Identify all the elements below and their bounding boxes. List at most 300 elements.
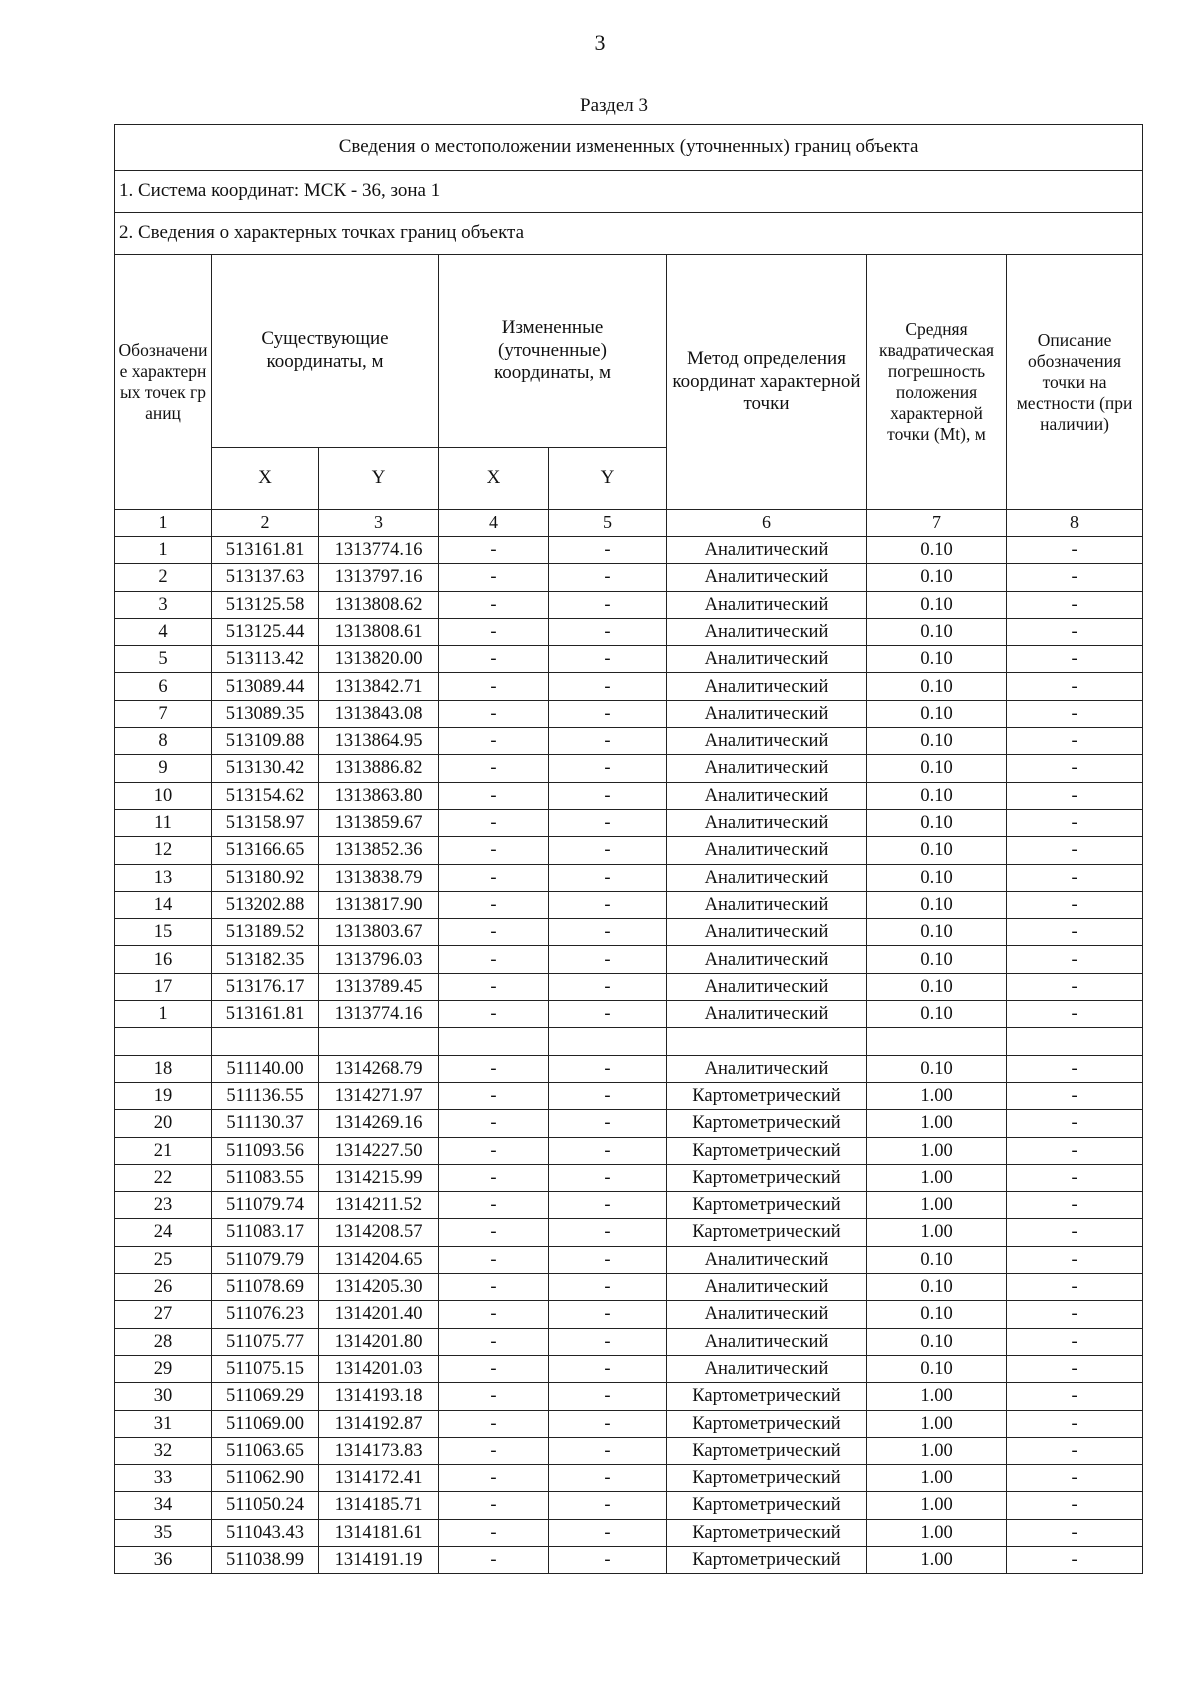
table-row: [115, 646, 1143, 673]
mean-error-cell: 0.10: [867, 646, 1007, 673]
header-mean-error: Средняя квадратическая погрешность положения характерной точки (Mt), м: [867, 255, 1007, 510]
column-number: 7: [867, 510, 1007, 537]
changed-y-cell: -: [549, 1465, 667, 1492]
method-cell: Картометрический: [667, 1082, 867, 1109]
changed-x-cell: -: [439, 673, 549, 700]
table-row: [115, 591, 1143, 618]
table-row: [115, 728, 1143, 755]
mean-error-cell: 0.10: [867, 1355, 1007, 1382]
mean-error-cell: 0.10: [867, 782, 1007, 809]
changed-y-cell: -: [549, 864, 667, 891]
table-body: [115, 537, 1143, 1574]
mean-error-cell: 1.00: [867, 1437, 1007, 1464]
existing-y-cell: 1314185.71: [319, 1492, 439, 1519]
method-cell: Картометрический: [667, 1437, 867, 1464]
existing-x-cell: 513189.52: [212, 919, 319, 946]
existing-x-cell: 513130.42: [212, 755, 319, 782]
existing-y-cell: 1314271.97: [319, 1082, 439, 1109]
changed-x-cell: -: [439, 1055, 549, 1082]
changed-y-cell: [549, 1028, 667, 1055]
mean-error-cell: [867, 1028, 1007, 1055]
method-cell: Аналитический: [667, 1328, 867, 1355]
changed-x-cell: -: [439, 1246, 549, 1273]
changed-y-cell: -: [549, 1328, 667, 1355]
existing-x-cell: 513182.35: [212, 946, 319, 973]
point-id-cell: 31: [115, 1410, 212, 1437]
point-id-cell: 13: [115, 864, 212, 891]
table-row: [115, 1410, 1143, 1437]
mean-error-cell: 0.10: [867, 1055, 1007, 1082]
point-id-cell: 22: [115, 1164, 212, 1191]
description-cell: -: [1007, 1274, 1143, 1301]
existing-y-cell: 1313864.95: [319, 728, 439, 755]
changed-y-cell: -: [549, 809, 667, 836]
description-cell: -: [1007, 1055, 1143, 1082]
mean-error-cell: 0.10: [867, 1328, 1007, 1355]
description-cell: -: [1007, 1383, 1143, 1410]
table-row: [115, 919, 1143, 946]
section-title: Раздел 3: [580, 95, 648, 116]
description-cell: -: [1007, 1082, 1143, 1109]
changed-x-cell: -: [439, 755, 549, 782]
point-id-cell: 12: [115, 837, 212, 864]
mean-error-cell: 0.10: [867, 837, 1007, 864]
changed-x-cell: -: [439, 1328, 549, 1355]
points-title: 2. Сведения о характерных точках границ объекта: [115, 213, 1143, 255]
point-id-cell: 19: [115, 1082, 212, 1109]
existing-y-cell: 1314205.30: [319, 1274, 439, 1301]
table-row: [115, 1519, 1143, 1546]
changed-y-cell: -: [549, 1246, 667, 1273]
existing-x-cell: 511083.55: [212, 1164, 319, 1191]
changed-x-cell: -: [439, 837, 549, 864]
method-cell: Аналитический: [667, 837, 867, 864]
method-cell: Аналитический: [667, 673, 867, 700]
point-id-cell: 21: [115, 1137, 212, 1164]
existing-x-cell: 513176.17: [212, 973, 319, 1000]
changed-x-cell: -: [439, 1082, 549, 1109]
point-id-cell: 24: [115, 1219, 212, 1246]
point-id-cell: 29: [115, 1355, 212, 1382]
point-id-cell: 4: [115, 618, 212, 645]
changed-x-cell: -: [439, 1546, 549, 1573]
table-row: [115, 1328, 1143, 1355]
header-method: Метод определения координат характерной точки: [667, 255, 867, 510]
description-cell: -: [1007, 1192, 1143, 1219]
description-cell: -: [1007, 1519, 1143, 1546]
description-cell: -: [1007, 1246, 1143, 1273]
changed-x-cell: -: [439, 1274, 549, 1301]
description-cell: -: [1007, 782, 1143, 809]
existing-y-cell: 1313808.62: [319, 591, 439, 618]
description-cell: -: [1007, 591, 1143, 618]
description-cell: -: [1007, 1355, 1143, 1382]
changed-x-cell: -: [439, 1192, 549, 1219]
method-cell: Аналитический: [667, 564, 867, 591]
method-cell: Аналитический: [667, 591, 867, 618]
changed-x-cell: -: [439, 1164, 549, 1191]
point-id-cell: 5: [115, 646, 212, 673]
existing-x-cell: [212, 1028, 319, 1055]
changed-y-cell: -: [549, 1001, 667, 1028]
changed-x-cell: -: [439, 537, 549, 564]
description-cell: -: [1007, 946, 1143, 973]
changed-x-cell: -: [439, 1355, 549, 1382]
changed-y-cell: -: [549, 537, 667, 564]
existing-y-cell: 1313797.16: [319, 564, 439, 591]
mean-error-cell: 1.00: [867, 1492, 1007, 1519]
existing-x-cell: 511076.23: [212, 1301, 319, 1328]
changed-y-cell: -: [549, 1055, 667, 1082]
changed-y-cell: -: [549, 946, 667, 973]
point-id-cell: 11: [115, 809, 212, 836]
existing-y-cell: 1314215.99: [319, 1164, 439, 1191]
point-id-cell: 20: [115, 1110, 212, 1137]
existing-x-cell: 511093.56: [212, 1137, 319, 1164]
table-row: [115, 864, 1143, 891]
header-changed-x: X: [439, 448, 549, 510]
existing-y-cell: 1314268.79: [319, 1055, 439, 1082]
existing-x-cell: 511078.69: [212, 1274, 319, 1301]
table-row: [115, 1546, 1143, 1573]
table-row: [115, 891, 1143, 918]
existing-y-cell: 1313843.08: [319, 700, 439, 727]
method-cell: Аналитический: [667, 755, 867, 782]
table-row: [115, 1192, 1143, 1219]
header-changed-y: Y: [549, 448, 667, 510]
changed-y-cell: -: [549, 1492, 667, 1519]
description-cell: [1007, 1028, 1143, 1055]
description-cell: -: [1007, 1465, 1143, 1492]
changed-y-cell: -: [549, 564, 667, 591]
column-number: 3: [319, 510, 439, 537]
point-id-cell: 6: [115, 673, 212, 700]
description-cell: -: [1007, 537, 1143, 564]
description-cell: -: [1007, 1001, 1143, 1028]
changed-x-cell: [439, 1028, 549, 1055]
existing-y-cell: [319, 1028, 439, 1055]
method-cell: Аналитический: [667, 1246, 867, 1273]
table-row: [115, 973, 1143, 1000]
existing-x-cell: 513109.88: [212, 728, 319, 755]
changed-y-cell: -: [549, 1437, 667, 1464]
method-cell: Аналитический: [667, 537, 867, 564]
method-cell: Картометрический: [667, 1519, 867, 1546]
method-cell: Картометрический: [667, 1546, 867, 1573]
point-id-cell: 9: [115, 755, 212, 782]
point-id-cell: 33: [115, 1465, 212, 1492]
changed-x-cell: -: [439, 782, 549, 809]
point-id-cell: 15: [115, 919, 212, 946]
table-row: [115, 1164, 1143, 1191]
changed-y-cell: -: [549, 837, 667, 864]
changed-y-cell: -: [549, 1383, 667, 1410]
changed-x-cell: -: [439, 809, 549, 836]
table-row: [115, 1383, 1143, 1410]
header-existing-y: Y: [319, 448, 439, 510]
mean-error-cell: 0.10: [867, 755, 1007, 782]
changed-y-cell: -: [549, 646, 667, 673]
existing-x-cell: 513158.97: [212, 809, 319, 836]
existing-x-cell: 513137.63: [212, 564, 319, 591]
existing-y-cell: 1313774.16: [319, 1001, 439, 1028]
existing-x-cell: 511062.90: [212, 1465, 319, 1492]
description-cell: -: [1007, 1492, 1143, 1519]
table-row: [115, 1082, 1143, 1109]
changed-y-cell: -: [549, 1110, 667, 1137]
point-id-cell: 8: [115, 728, 212, 755]
method-cell: Картометрический: [667, 1192, 867, 1219]
table-row: [115, 700, 1143, 727]
existing-y-cell: 1313820.00: [319, 646, 439, 673]
existing-y-cell: 1314181.61: [319, 1519, 439, 1546]
point-id-cell: 17: [115, 973, 212, 1000]
table-row: [115, 1355, 1143, 1382]
method-cell: Картометрический: [667, 1465, 867, 1492]
mean-error-cell: 0.10: [867, 1301, 1007, 1328]
changed-y-cell: -: [549, 728, 667, 755]
changed-y-cell: -: [549, 591, 667, 618]
existing-y-cell: 1314201.03: [319, 1355, 439, 1382]
description-cell: -: [1007, 673, 1143, 700]
changed-x-cell: -: [439, 1110, 549, 1137]
existing-y-cell: 1314211.52: [319, 1192, 439, 1219]
point-id-cell: 26: [115, 1274, 212, 1301]
mean-error-cell: 0.10: [867, 591, 1007, 618]
existing-x-cell: 513202.88: [212, 891, 319, 918]
method-cell: Аналитический: [667, 864, 867, 891]
existing-y-cell: 1314204.65: [319, 1246, 439, 1273]
point-id-cell: 23: [115, 1192, 212, 1219]
mean-error-cell: 0.10: [867, 919, 1007, 946]
existing-y-cell: 1314172.41: [319, 1465, 439, 1492]
mean-error-cell: 0.10: [867, 864, 1007, 891]
point-id-cell: 32: [115, 1437, 212, 1464]
mean-error-cell: 0.10: [867, 1246, 1007, 1273]
existing-y-cell: 1314193.18: [319, 1383, 439, 1410]
existing-x-cell: 513154.62: [212, 782, 319, 809]
method-cell: Картометрический: [667, 1110, 867, 1137]
table-row: [115, 809, 1143, 836]
table-row: [115, 1001, 1143, 1028]
existing-x-cell: 511079.79: [212, 1246, 319, 1273]
changed-x-cell: -: [439, 946, 549, 973]
table-row: [115, 1110, 1143, 1137]
existing-x-cell: 513113.42: [212, 646, 319, 673]
existing-x-cell: 511075.77: [212, 1328, 319, 1355]
changed-y-cell: -: [549, 782, 667, 809]
changed-y-cell: -: [549, 618, 667, 645]
table-row: [115, 946, 1143, 973]
table-row: [115, 755, 1143, 782]
method-cell: Аналитический: [667, 646, 867, 673]
point-id-cell: 25: [115, 1246, 212, 1273]
description-cell: -: [1007, 837, 1143, 864]
existing-x-cell: 511079.74: [212, 1192, 319, 1219]
existing-y-cell: 1314201.40: [319, 1301, 439, 1328]
changed-x-cell: -: [439, 891, 549, 918]
mean-error-cell: 1.00: [867, 1465, 1007, 1492]
changed-x-cell: -: [439, 1465, 549, 1492]
description-cell: -: [1007, 1410, 1143, 1437]
point-id-cell: 36: [115, 1546, 212, 1573]
table-row: [115, 1246, 1143, 1273]
header-changed-coords: Измененные (уточненные) координаты, м: [439, 255, 667, 448]
column-number: 1: [115, 510, 212, 537]
point-id-cell: 3: [115, 591, 212, 618]
changed-x-cell: -: [439, 1001, 549, 1028]
mean-error-cell: 1.00: [867, 1137, 1007, 1164]
existing-y-cell: 1313842.71: [319, 673, 439, 700]
changed-y-cell: -: [549, 755, 667, 782]
changed-x-cell: -: [439, 1301, 549, 1328]
changed-x-cell: -: [439, 973, 549, 1000]
existing-y-cell: 1313796.03: [319, 946, 439, 973]
changed-x-cell: -: [439, 618, 549, 645]
existing-x-cell: 513125.44: [212, 618, 319, 645]
mean-error-cell: 0.10: [867, 1274, 1007, 1301]
existing-y-cell: 1313859.67: [319, 809, 439, 836]
description-cell: -: [1007, 646, 1143, 673]
existing-x-cell: 511043.43: [212, 1519, 319, 1546]
description-cell: -: [1007, 1437, 1143, 1464]
changed-y-cell: -: [549, 1137, 667, 1164]
mean-error-cell: 1.00: [867, 1219, 1007, 1246]
method-cell: Картометрический: [667, 1410, 867, 1437]
mean-error-cell: 0.10: [867, 618, 1007, 645]
changed-x-cell: -: [439, 564, 549, 591]
existing-y-cell: 1313789.45: [319, 973, 439, 1000]
table-row: [115, 837, 1143, 864]
point-id-cell: [115, 1028, 212, 1055]
changed-x-cell: -: [439, 1492, 549, 1519]
table-row: [115, 1492, 1143, 1519]
description-cell: -: [1007, 700, 1143, 727]
existing-x-cell: 511136.55: [212, 1082, 319, 1109]
point-id-cell: 10: [115, 782, 212, 809]
table-row: [115, 1437, 1143, 1464]
existing-y-cell: 1313803.67: [319, 919, 439, 946]
method-cell: Аналитический: [667, 919, 867, 946]
existing-y-cell: 1314227.50: [319, 1137, 439, 1164]
existing-x-cell: 511069.29: [212, 1383, 319, 1410]
description-cell: -: [1007, 919, 1143, 946]
mean-error-cell: 0.10: [867, 673, 1007, 700]
header-existing-x: X: [212, 448, 319, 510]
existing-x-cell: 513161.81: [212, 537, 319, 564]
existing-x-cell: 511069.00: [212, 1410, 319, 1437]
mean-error-cell: 1.00: [867, 1383, 1007, 1410]
description-cell: -: [1007, 864, 1143, 891]
point-id-cell: 30: [115, 1383, 212, 1410]
changed-x-cell: -: [439, 646, 549, 673]
description-cell: -: [1007, 618, 1143, 645]
existing-y-cell: 1313774.16: [319, 537, 439, 564]
existing-x-cell: 513166.65: [212, 837, 319, 864]
point-id-cell: 14: [115, 891, 212, 918]
point-id-cell: 34: [115, 1492, 212, 1519]
mean-error-cell: 1.00: [867, 1082, 1007, 1109]
existing-y-cell: 1314208.57: [319, 1219, 439, 1246]
changed-y-cell: -: [549, 1519, 667, 1546]
changed-y-cell: -: [549, 1274, 667, 1301]
changed-x-cell: -: [439, 1137, 549, 1164]
column-number: 6: [667, 510, 867, 537]
method-cell: Картометрический: [667, 1164, 867, 1191]
point-id-cell: 2: [115, 564, 212, 591]
existing-y-cell: 1313838.79: [319, 864, 439, 891]
changed-x-cell: -: [439, 728, 549, 755]
method-cell: Аналитический: [667, 1055, 867, 1082]
mean-error-cell: 0.10: [867, 946, 1007, 973]
mean-error-cell: 1.00: [867, 1410, 1007, 1437]
description-cell: -: [1007, 1219, 1143, 1246]
changed-x-cell: -: [439, 1519, 549, 1546]
column-number: 4: [439, 510, 549, 537]
existing-x-cell: 513125.58: [212, 591, 319, 618]
existing-y-cell: 1313852.36: [319, 837, 439, 864]
method-cell: Аналитический: [667, 728, 867, 755]
description-cell: -: [1007, 1164, 1143, 1191]
point-id-cell: 27: [115, 1301, 212, 1328]
mean-error-cell: 0.10: [867, 1001, 1007, 1028]
mean-error-cell: 1.00: [867, 1546, 1007, 1573]
method-cell: Аналитический: [667, 946, 867, 973]
description-cell: -: [1007, 1137, 1143, 1164]
existing-x-cell: 513161.81: [212, 1001, 319, 1028]
changed-y-cell: -: [549, 891, 667, 918]
mean-error-cell: 0.10: [867, 537, 1007, 564]
method-cell: Аналитический: [667, 1301, 867, 1328]
existing-x-cell: 511063.65: [212, 1437, 319, 1464]
existing-y-cell: 1314201.80: [319, 1328, 439, 1355]
changed-y-cell: -: [549, 1410, 667, 1437]
table-row: [115, 673, 1143, 700]
mean-error-cell: 1.00: [867, 1110, 1007, 1137]
existing-x-cell: 511050.24: [212, 1492, 319, 1519]
method-cell: Аналитический: [667, 1001, 867, 1028]
table-row: [115, 1137, 1143, 1164]
point-id-cell: 1: [115, 1001, 212, 1028]
changed-y-cell: -: [549, 1192, 667, 1219]
table-row: [115, 1301, 1143, 1328]
method-cell: [667, 1028, 867, 1055]
page-number: 3: [594, 30, 606, 55]
header-existing-coords: Существующие координаты, м: [212, 255, 439, 448]
column-number: 2: [212, 510, 319, 537]
table-row: [115, 1219, 1143, 1246]
boundary-points-table: [114, 124, 1143, 1574]
existing-y-cell: 1313886.82: [319, 755, 439, 782]
method-cell: Аналитический: [667, 618, 867, 645]
table-row: [115, 537, 1143, 564]
column-number: 8: [1007, 510, 1143, 537]
method-cell: Аналитический: [667, 700, 867, 727]
existing-y-cell: 1313817.90: [319, 891, 439, 918]
coord-system: 1. Система координат: МСК - 36, зона 1: [115, 171, 1143, 213]
description-cell: -: [1007, 891, 1143, 918]
method-cell: Аналитический: [667, 891, 867, 918]
existing-y-cell: 1314192.87: [319, 1410, 439, 1437]
changed-y-cell: -: [549, 1355, 667, 1382]
header-designation: Обозначение характерных точек границ: [115, 255, 212, 510]
existing-x-cell: 511140.00: [212, 1055, 319, 1082]
mean-error-cell: 0.10: [867, 891, 1007, 918]
point-id-cell: 35: [115, 1519, 212, 1546]
mean-error-cell: 0.10: [867, 973, 1007, 1000]
method-cell: Картометрический: [667, 1383, 867, 1410]
existing-y-cell: 1313808.61: [319, 618, 439, 645]
